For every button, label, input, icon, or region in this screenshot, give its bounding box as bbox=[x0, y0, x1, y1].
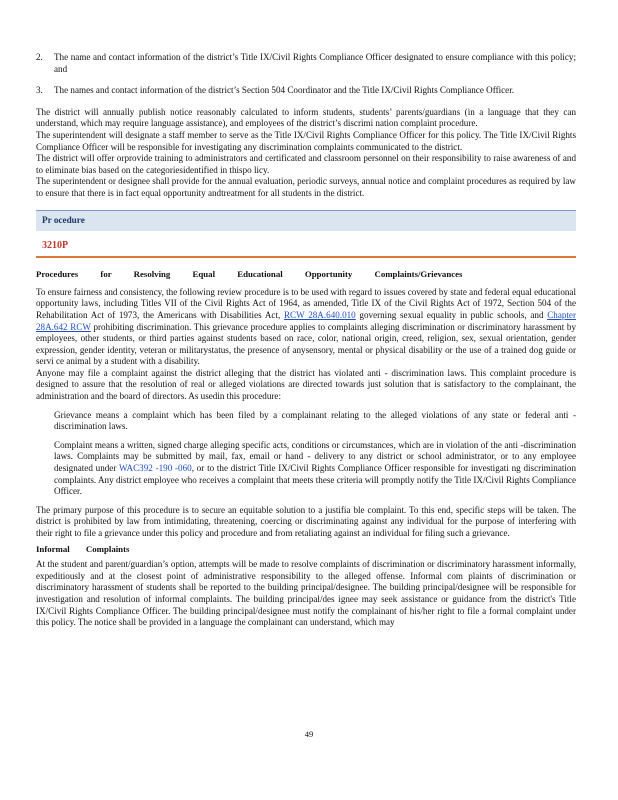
item-number: 3. bbox=[36, 85, 43, 96]
item-text: The name and contact information of the district’s Title IX/Civil Rights Compliance Officer designated to ensure compliance with this policy; and bbox=[54, 52, 576, 74]
intro-paragraph bbox=[36, 287, 576, 368]
informal-complaints-heading: Informal Complaints bbox=[36, 543, 130, 554]
bullet-icon bbox=[36, 440, 54, 498]
policy-paragraph: The district will offer orprovide training to administrators and certificated and classroom personnel on their responsibility to raise awareness of and to eliminate bias based on the categoriesidentified in thispo licy. bbox=[36, 153, 576, 175]
numbered-item bbox=[36, 52, 576, 75]
intro-text: governing sexual equality in public schools, and bbox=[359, 309, 544, 320]
bullet-icon bbox=[36, 410, 54, 433]
definition-complaint bbox=[36, 440, 576, 498]
policy-paragraph: The superintendent or designee shall provide for the annual evaluation, periodic surveys, annual notice and complaint procedures as required by law to ensure that there is in fact equal opportunity andtreatment for all students in the district. bbox=[36, 176, 576, 198]
document-page bbox=[36, 52, 576, 629]
item-number: 2. bbox=[36, 52, 43, 62]
informal-paragraph: At the student and parent/guardian’s option, attempts will be made to resolve complaints of discrimination or discriminatory harassment informally, expeditiously and at the closest point of administrative responsibility to the alleged offense. Informal com plaints of discrimination or discriminatory harassment of students shall be reported to the building principal/designee. The building principal/designee will be responsible for investigation and resolution of informal complaints. The building principal/des ignee may seek assistance or guidance from the district's Title IX/Civil Rights Compliance Officer. The building principal/designee must notify the complainant of his/her right to file a formal complaint under this policy. The notice shall be provided in a language the complainant can understand, which may bbox=[36, 559, 576, 628]
item-text: The names and contact information of the district’s Section 504 Coordinator and the Title IX/Civil Rights Compliance Officer. bbox=[54, 85, 514, 96]
definition-text: Grievance means a complaint which has been filed by a complainant relating to the alleged violations of any state or federal anti -discrimination laws. bbox=[54, 409, 576, 432]
divider bbox=[36, 256, 576, 258]
definition-text bbox=[54, 440, 576, 498]
policy-paragraphs bbox=[36, 107, 576, 200]
rcw-28a-640-010-link[interactable]: RCW 28A.640.010 bbox=[283, 309, 356, 320]
wac-392-190-060-link[interactable]: WAC392 -190 -060 bbox=[118, 463, 192, 474]
numbered-item bbox=[36, 85, 576, 97]
intro-text: To ensure fairness and consistency, the following review procedure is to be used with regard to issues covered by state and federal equal educational opportunity laws, including Titles VII of the Civil Rights Act of 1964, as amended, Title IX of the Civil Rights Act of 1972, Section 504 of the Rehabilitation Act of 1973, the Americans with Disabilities Act, bbox=[36, 286, 576, 320]
chapter-28a-642-rcw-link[interactable]: Chapter 28A.642 RCW bbox=[36, 309, 576, 332]
intro-text: prohibiting discrimination. This grievance procedure applies to complaints alleging discrimination or discriminatory harassment by employees, other students, or third parties against students based on race, color, national origin, creed, religion, sex, sexual orientation, gender expression, gender identity, veteran or militarystatus, the presence of anysensory, mental or physical disability or the use of a trained dog guide or servi ce animal by a student with a disability. bbox=[36, 321, 576, 367]
page-number: 49 bbox=[304, 729, 314, 739]
definition-grievance bbox=[36, 410, 576, 433]
procedure-band bbox=[36, 210, 576, 231]
procedure-band-title: Pr ocedure bbox=[42, 214, 85, 225]
definition-text-part: , or to the district Title IX/Civil Rights Compliance Officer responsible for investigati ng discrimination complaints. Any district employee who receives a complaint that meets these criteria will promptly notify the Title IX/Civil Rights Compliance Officer. bbox=[54, 463, 576, 497]
anyone-paragraph: Anyone may file a complaint against the district alleging that the district has violated anti - discrimination laws. This complaint procedure is designed to assure that the resolution of real or alleged violations are directed towards just solution that is satisfactory to the complainant, the administration and the board of directors. As usedin this procedure: bbox=[36, 367, 576, 402]
primary-purpose-paragraph: The primary purpose of this procedure is to secure an equitable solution to a justifia ble complaint. To this end, specific steps will be taken. The district is prohibited by law from intimidating, threatening, coercing or discriminating against any individual for the purpose of interfering with their right to file a grievance under this policy and procedure and from retaliating against an individual for filing such a grievance. bbox=[36, 504, 576, 538]
section-heading: Procedures for Resolving Equal Educational Opportunity Complaints/Grievances bbox=[36, 269, 463, 280]
policy-paragraph: The superintendent will designate a staff member to serve as the Title IX/Civil Rights Compliance Officer for this policy. The Title IX/Civil Rights Compliance Officer will be responsible for investigating any discrimination complaints communicated to the district. bbox=[36, 129, 576, 152]
definition-text-part: Complaint means a written, signed charge alleging specific acts, conditions or circumstances, which are in violation of the anti -discrimination laws. Complaints may be submitted by mail, fax, email or hand - delivery to any district or school administrator, or to any employee designated under bbox=[54, 439, 576, 474]
policy-paragraph: The district will annually publish notice reasonably calculated to inform students, students’ parents/guardians (in a language that they can understand, which may require language assistance), and employees of the district’s discrimi nation complaint procedure. bbox=[36, 106, 576, 129]
procedure-code: 3210P bbox=[42, 239, 69, 251]
